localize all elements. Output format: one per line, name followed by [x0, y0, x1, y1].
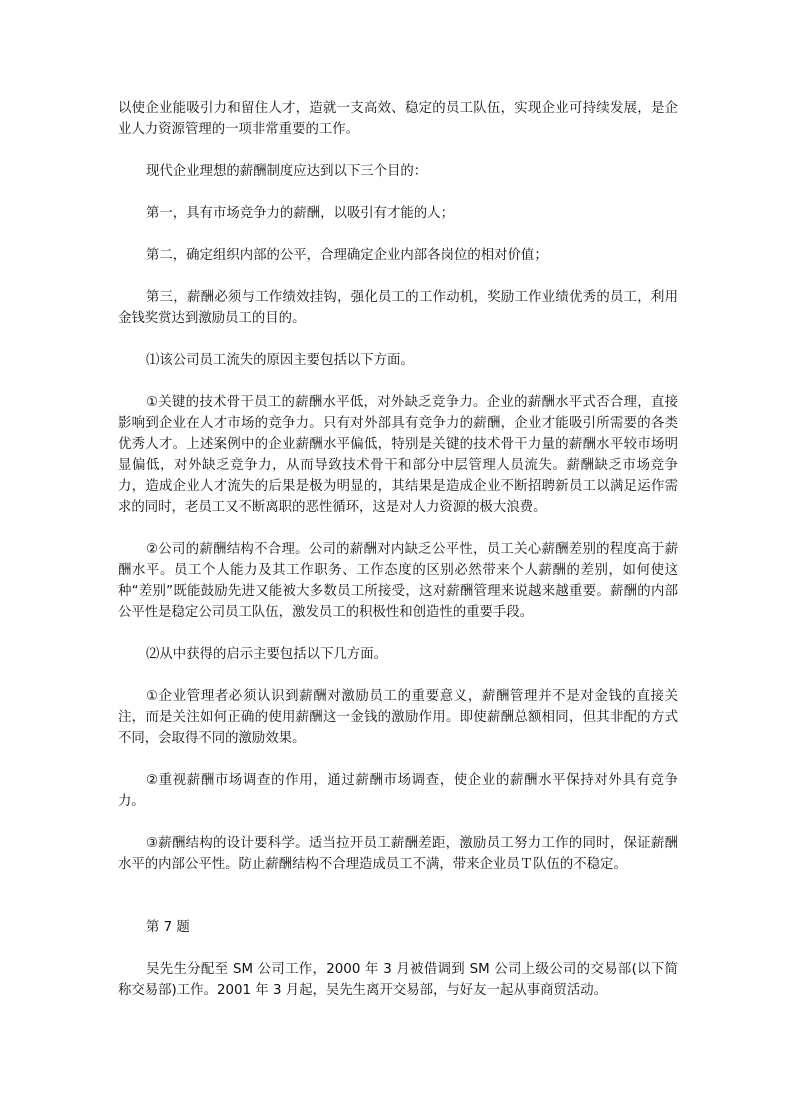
paragraph-reason-2: ②公司的薪酬结构不合理。公司的薪酬对内缺乏公平性，员工关心薪酬差别的程度高于薪酬水平。员工个人能力及其工作职务、工作态度的区别必然带来个人薪酬的差别，如何使这种“差别”既能鼓励先进又能被大多数员工所接受，这对薪酬管理来说越来越重要。薪酬的内部公平性是稳定公司员工队伍，激发员工的积极性和创造性的重要手段。	[118, 542, 678, 620]
document-page	[118, 98, 678, 1022]
paragraph-insight-3: ③薪酬结构的设计要科学。适当拉开员工薪酬差距，激励员工努力工作的同时，保证薪酬水平的内部公平性。防止薪酬结构不合理造成员工不满，带来企业员Ｔ队伍的不稳定。	[118, 836, 678, 872]
paragraph-intro-continuation: 以使企业能吸引力和留住人才，造就一支高效、稳定的员工队伍，实现企业可持续发展，是企业人力资源管理的一项非常重要的工作。	[118, 101, 678, 137]
paragraph-insight-2: ②重视薪酬市场调查的作用，通过薪酬市场调查，使企业的薪酬水平保持对外具有竞争力。	[118, 773, 678, 809]
section-1-heading: ⑴该公司员工流失的原因主要包括以下方面。	[146, 353, 414, 368]
paragraph-goal-1: 第一，具有市场竞争力的薪酬，以吸引有才能的人；	[146, 206, 454, 221]
paragraph-insight-1: ①企业管理者必须认识到薪酬对激励员工的重要意义，薪酬管理并不是对金钱的直接关注，而是关注如何正确的使用薪酬这一金钱的激励作用。即使薪酬总额相同，但其非配的方式不同，会取得不同的激励效果。	[118, 689, 678, 746]
paragraph-goal-3: 第三，薪酬必须与工作绩效挂钩，强化员工的工作动机，奖励工作业绩优秀的员工，利用金钱奖赏达到激励员工的目的。	[118, 290, 678, 326]
paragraph-goal-2: 第二，确定组织内部的公平，合理确定企业内部各岗位的相对价值；	[146, 248, 548, 263]
question-7-title: 第 7 题	[146, 920, 190, 935]
section-2-heading: ⑵从中获得的启示主要包括以下几方面。	[146, 647, 388, 662]
paragraph-question-7-body: 吴先生分配至 SM 公司工作，2000 年 3 月被借调到 SM 公司上级公司的交易部(以下简称交易部)工作。2001 年 3 月起，吴先生离开交易部，与好友一起从事商贸活动。	[118, 962, 678, 998]
paragraph-reason-1: ①关键的技术骨干员工的薪酬水平低，对外缺乏竞争力。企业的薪酬水平式否合理，直接影响到企业在人才市场的竞争力。只有对外部具有竞争力的薪酬，企业才能吸引所需要的各类优秀人才。上述案例中的企业薪酬水平偏低，特别是关键的技术骨干力量的薪酬水平较市场明显偏低，对外缺乏竞争力，从而导致技术骨干和部分中层管理人员流失。薪酬缺乏市场竞争力，造成企业人才流失的后果是极为明显的，其结果是造成企业不断招聘新员工以满足运作需求的同时，老员工又不断离职的恶性循环，这是对人力资源的极大浪费。	[118, 395, 678, 515]
paragraph-goals-heading: 现代企业理想的薪酬制度应达到以下三个目的：	[146, 164, 428, 179]
